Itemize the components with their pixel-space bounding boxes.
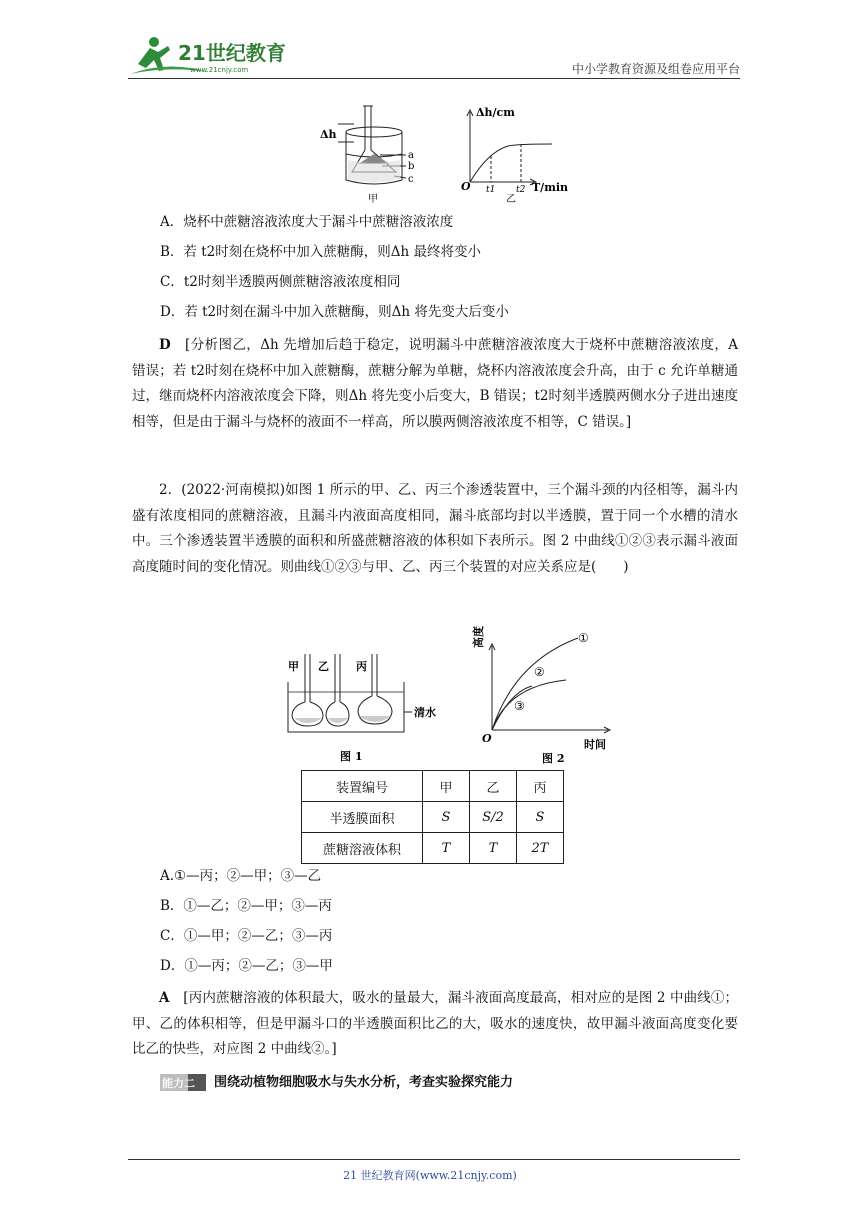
q2-explanation: [丙内蔗糖溶液的体积最大，吸水的量最大，漏斗液面高度最高，相对应的是图 2 中曲线①；甲、乙的体积相等，但是甲漏斗口的半透膜面积比乙的大，吸水的速度快，故甲漏斗液面高度变化要比乙的快些，对应图 2 中曲线②。] xyxy=(132,990,739,1057)
graph-y-label: Δh/cm xyxy=(476,106,515,119)
q1-option-d: D．若 t2时刻在漏斗中加入蔗糖酶，则Δh 将先变大后变小 xyxy=(160,304,509,320)
header-platform-text: 中小学教育资源及组卷应用平台 xyxy=(571,62,740,76)
q2-option-d: D．①—丙；②—乙；③—甲 xyxy=(160,958,333,974)
graph2-y-label: 高度 xyxy=(472,626,485,648)
footer-text: 21 世纪教育网(www.21cnjy.com) xyxy=(343,1169,517,1182)
graph-x-label: T/min xyxy=(532,181,569,194)
graph2-x-label: 时间 xyxy=(584,738,606,751)
q1-explanation: [分析图乙，Δh 先增加后趋于稳定，说明漏斗中蔗糖溶液浓度大于烧杯中蔗糖溶液浓度，A 错误；若 t2时刻在烧杯中加入蔗糖酶，蔗糖分解为单糖，烧杯内溶液浓度会升高，由于 c 允许单糖通过，继而烧杯内溶液浓度会下降，则Δh 将先变小后变大，B 错误；t2时刻半透膜两侧水分子进出速度相等，但是由于漏斗与烧杯的液面不一样高，所以膜两侧溶液浓度不相等，C 错误。] xyxy=(132,337,738,430)
graph-origin: O xyxy=(461,180,471,193)
table-cell: S xyxy=(517,802,564,833)
q1-option-a: A．烧杯中蔗糖溶液浓度大于漏斗中蔗糖溶液浓度 xyxy=(160,214,454,230)
table-cell: S/2 xyxy=(470,802,517,833)
q2-option-b: B．①—乙；②—甲；③—丙 xyxy=(160,898,332,914)
graph-t1: t1 xyxy=(486,185,496,195)
table-row xyxy=(302,802,564,833)
section-title: 围绕动植物细胞吸水与失水分析，考查实验探究能力 xyxy=(214,1075,514,1090)
table-header-cell: 丙 xyxy=(517,771,564,802)
table-cell: 半透膜面积 xyxy=(302,802,423,833)
table-header-cell: 装置编号 xyxy=(302,771,423,802)
caption-jia: 甲 xyxy=(368,194,378,205)
q1-answer: D xyxy=(159,337,171,353)
graph-t2: t2 xyxy=(516,185,526,195)
label-dh: Δh xyxy=(320,128,337,141)
q2-option-a: A.①—丙；②—甲；③—乙 xyxy=(160,868,322,884)
label-jia: 甲 xyxy=(288,660,299,673)
parameters-table xyxy=(301,770,564,864)
label-bing: 丙 xyxy=(356,660,367,673)
q1-option-b: B．若 t2时刻在烧杯中加入蔗糖酶，则Δh 最终将变小 xyxy=(160,244,481,260)
logo xyxy=(128,34,298,78)
table-header-cell: 乙 xyxy=(470,771,517,802)
table-header-row xyxy=(302,771,564,802)
label-c: c xyxy=(408,174,414,185)
table-row xyxy=(302,833,564,864)
caption-figure1: 图 1 xyxy=(340,750,363,763)
label-a: a xyxy=(408,150,414,161)
table-cell: 蔗糖溶液体积 xyxy=(302,833,423,864)
table-cell: T xyxy=(423,833,470,864)
page-header xyxy=(128,34,740,80)
q1-option-c: C．t2时刻半透膜两侧蔗糖溶液浓度相同 xyxy=(160,274,401,290)
figure-three-funnels xyxy=(280,648,450,766)
curve-label-2: ② xyxy=(534,665,545,679)
q2-answer: A xyxy=(159,990,170,1006)
q2-option-c: C．①—甲；②—乙；③—丙 xyxy=(160,928,333,944)
graph2-origin: O xyxy=(482,732,492,745)
table-cell: 2T xyxy=(517,833,564,864)
q1-answer-block xyxy=(132,333,738,435)
figure-osmosis-apparatus xyxy=(318,102,572,206)
label-water: 清水 xyxy=(414,706,436,719)
footer-divider xyxy=(128,1159,740,1160)
table-cell: T xyxy=(470,833,517,864)
table-header-cell: 甲 xyxy=(423,771,470,802)
label-yi: 乙 xyxy=(318,660,329,673)
caption-yi: 乙 xyxy=(506,194,516,205)
header-divider xyxy=(128,78,740,79)
q2-stem: 2．(2022·河南模拟)如图 1 所示的甲、乙、丙三个渗透装置中，三个漏斗颈的内径相等，漏斗内盛有浓度相同的蔗糖溶液，且漏斗内液面高度相同，漏斗底部均封以半透膜，置于同一个水槽的清水中。三个渗透装置半透膜的面积和所盛蔗糖溶液的体积如下表所示。图 2 中曲线①②③表示漏斗液面高度随时间的变化情况。则曲线①②③与甲、乙、丙三个装置的对应关系应是( ) xyxy=(132,482,738,575)
section-badge-text: 能力二 xyxy=(162,1077,195,1090)
logo-text: 21世纪教育 xyxy=(178,41,286,65)
q2-answer-block xyxy=(132,986,738,1063)
figure-height-time-curves xyxy=(474,622,624,768)
section-badge xyxy=(160,1074,206,1091)
curve-label-3: ③ xyxy=(514,699,525,713)
label-b: b xyxy=(408,161,415,172)
logo-url: www.21cnjy.com xyxy=(190,66,249,74)
curve-label-1: ① xyxy=(578,631,589,645)
table-cell: S xyxy=(423,802,470,833)
caption-figure2: 图 2 xyxy=(542,752,565,765)
